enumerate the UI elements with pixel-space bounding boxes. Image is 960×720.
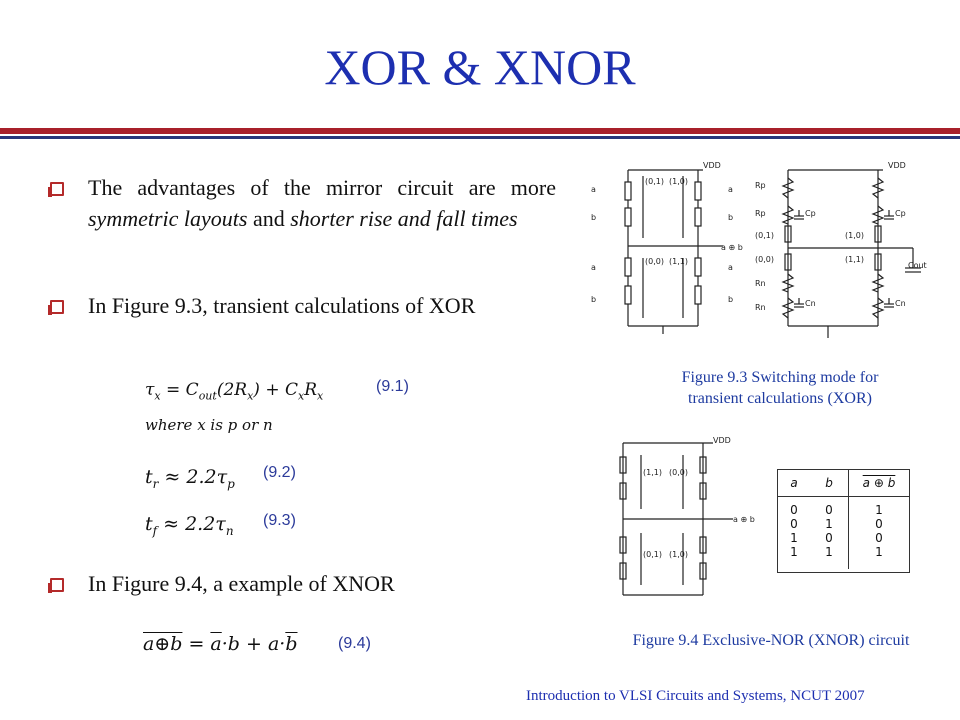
truth-table-cell: 1 bbox=[825, 545, 833, 559]
figure-9-4-caption: Figure 9.4 Exclusive-NOR (XNOR) circuit bbox=[632, 632, 910, 649]
truth-table-cell: 1 bbox=[825, 517, 833, 531]
fig93-rp-label-2: Rp bbox=[755, 209, 766, 218]
slide-footer: Introduction to VLSI Circuits and Systems, NCUT 2007 bbox=[526, 688, 865, 704]
fig93-cout-label: Cout bbox=[908, 261, 927, 270]
equation-number-9-2: (9.2) bbox=[263, 464, 296, 481]
truth-table-cell: 1 bbox=[790, 545, 798, 559]
fig93-state-01: (0,1) bbox=[645, 177, 664, 186]
truth-table-header bbox=[778, 470, 909, 497]
fig93-input-b: b bbox=[591, 213, 597, 222]
fig93-right-state-10: (1,0) bbox=[845, 231, 864, 240]
truth-table-cell: 1 bbox=[790, 531, 798, 545]
fig93-cn-label: Cn bbox=[805, 299, 816, 308]
fig93-cp-label-2: Cp bbox=[895, 209, 906, 218]
figure-9-3-caption-line1: Figure 9.3 Switching mode for bbox=[681, 369, 879, 386]
bullet-2-text: In Figure 9.3, transient calculations of XOR bbox=[88, 293, 476, 318]
fig94-state-10: (1,0) bbox=[669, 550, 688, 559]
equation-9-1: $\tau_x = C_{out}(2R_x) + C_xR_x$ bbox=[145, 380, 324, 403]
equation-9-2: $t_r \approx 2.2\tau_p$ bbox=[145, 466, 235, 491]
fig93-input-b2: b bbox=[591, 295, 597, 304]
slide-title: XOR & XNOR bbox=[324, 39, 636, 95]
figure-9-3-circuit bbox=[583, 158, 935, 354]
bullet-figure-93 bbox=[58, 290, 556, 321]
truth-table-cell: 0 bbox=[825, 531, 833, 545]
truth-table-body bbox=[778, 497, 909, 569]
equation-9-3: $t_f \approx 2.2\tau_n$ bbox=[145, 513, 234, 538]
bullet-figure-94 bbox=[58, 568, 518, 599]
fig93-state-10: (1,0) bbox=[669, 177, 688, 186]
fig93-input-a: a bbox=[591, 185, 596, 194]
bullet-3-text: In Figure 9.4, a example of XNOR bbox=[88, 571, 395, 596]
truth-table-cell: 0 bbox=[790, 517, 798, 531]
bullet-marker-icon bbox=[50, 182, 64, 196]
fig93-cn-label-2: Cn bbox=[895, 299, 906, 308]
bullet-1-em-symmetric: symmetric layouts bbox=[88, 206, 248, 231]
truth-table-cell: 1 bbox=[875, 545, 883, 559]
fig93-input-a2: a bbox=[591, 263, 596, 272]
fig93-vdd-label-right: VDD bbox=[888, 161, 906, 170]
figure-9-3-caption bbox=[630, 367, 930, 409]
bullet-1-em-times: shorter rise and fall times bbox=[290, 206, 518, 231]
truth-table-cell: 0 bbox=[825, 503, 833, 517]
fig94-vdd-label: VDD bbox=[713, 436, 731, 445]
equation-note: where x is p or n bbox=[145, 416, 273, 434]
equation-9-4: a⊕b = $\overline{a}\cdot b + a\cdot\overline{b}$ bbox=[143, 633, 298, 655]
equation-number-9-4: (9.4) bbox=[338, 635, 371, 652]
fig93-right-state-00: (0,0) bbox=[755, 255, 774, 264]
fig93-cp-label: Cp bbox=[805, 209, 816, 218]
bullet-mirror-advantages bbox=[58, 172, 556, 234]
fig94-state-11: (1,1) bbox=[643, 468, 662, 477]
fig94-state-01: (0,1) bbox=[643, 550, 662, 559]
truth-table-header-a: a bbox=[790, 476, 798, 490]
fig93-vdd-label: VDD bbox=[703, 161, 721, 170]
title-divider-red bbox=[0, 128, 960, 134]
fig93-rn-label: Rn bbox=[755, 279, 766, 288]
bullet-1-text-a: The advantages of the mirror circuit are more bbox=[88, 175, 556, 200]
bullet-marker-icon bbox=[50, 300, 64, 314]
truth-table-cell: 1 bbox=[875, 503, 883, 517]
bullet-1-text-b: and bbox=[247, 206, 291, 231]
equation-number-9-3: (9.3) bbox=[263, 512, 296, 529]
fig94-state-00: (0,0) bbox=[669, 468, 688, 477]
fig94-output-label: a ⊕ b bbox=[733, 515, 755, 524]
fig93-input-a4: a bbox=[728, 263, 733, 272]
figure-9-4-truth-table bbox=[777, 469, 910, 573]
fig93-right-state-11: (1,1) bbox=[845, 255, 864, 264]
equation-number-9-1: (9.1) bbox=[376, 378, 409, 395]
fig93-rp-label: Rp bbox=[755, 181, 766, 190]
truth-table-header-b: b bbox=[810, 470, 849, 496]
truth-table-header-xnor: a ⊕ b bbox=[862, 476, 896, 490]
bullet-marker-icon bbox=[50, 578, 64, 592]
fig93-output-label: a ⊕ b bbox=[721, 243, 743, 252]
truth-table-cell: 0 bbox=[790, 503, 798, 517]
fig93-input-b3: b bbox=[728, 213, 734, 222]
fig93-input-b4: b bbox=[728, 295, 734, 304]
figure-9-4-circuit bbox=[583, 435, 769, 611]
fig93-rn-label-2: Rn bbox=[755, 303, 766, 312]
fig93-state-00: (0,0) bbox=[645, 257, 664, 266]
truth-table-cell: 0 bbox=[875, 531, 883, 545]
truth-table-cell: 0 bbox=[875, 517, 883, 531]
title-divider-blue bbox=[0, 136, 960, 139]
fig93-state-11: (1,1) bbox=[669, 257, 688, 266]
figure-9-3-caption-line2: transient calculations (XOR) bbox=[688, 390, 872, 407]
fig93-right-state-01: (0,1) bbox=[755, 231, 774, 240]
fig93-input-a3: a bbox=[728, 185, 733, 194]
